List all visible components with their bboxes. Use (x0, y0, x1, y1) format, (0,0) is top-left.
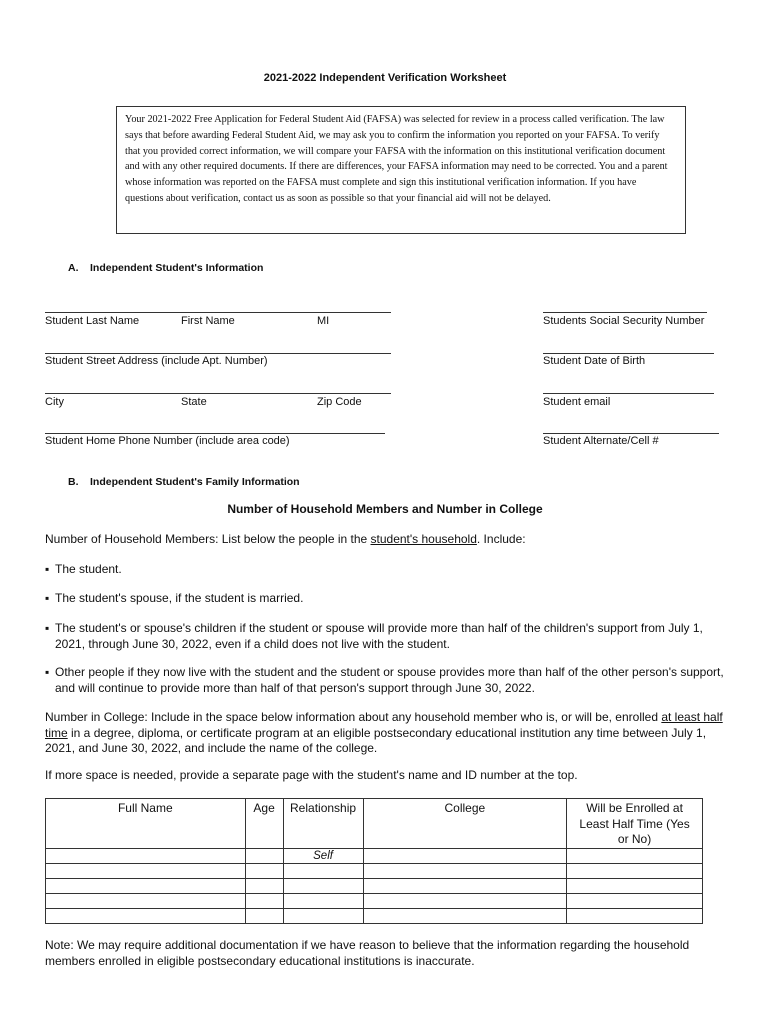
mi-label: MI (317, 315, 330, 327)
college-text: Number in College: Include in the space below information about any household member who is, or will be, enrolled (45, 710, 662, 724)
section-b-letter: B. (68, 476, 79, 488)
table-header-row (46, 799, 703, 849)
cell-college[interactable] (363, 908, 567, 923)
cell-name[interactable] (46, 848, 246, 863)
state-label: State (181, 396, 207, 408)
cell-college[interactable] (363, 878, 567, 893)
bullet-item (45, 591, 727, 607)
bullet-text: The student's spouse, if the student is married. (55, 591, 304, 605)
cell-name[interactable] (46, 893, 246, 908)
household-intro-end: . Include: (476, 532, 526, 546)
cell-age[interactable] (245, 893, 283, 908)
intro-box (116, 106, 686, 234)
cell-enrolled[interactable] (567, 863, 703, 878)
cell-enrolled[interactable] (567, 878, 703, 893)
bullet-icon: ▪ (45, 562, 50, 576)
section-b-title: Independent Student's Family Information (90, 476, 300, 488)
cell-relationship[interactable] (283, 908, 363, 923)
cell-name[interactable] (46, 908, 246, 923)
cell-name[interactable] (46, 878, 246, 893)
header-enrolled: Will be Enrolled at Least Half Time (Yes or No) (567, 799, 703, 849)
table-row (46, 848, 703, 863)
bullet-icon: ▪ (45, 665, 50, 679)
cell-age[interactable] (245, 908, 283, 923)
household-intro-text: Number of Household Members: List below the people in the (45, 532, 371, 546)
city-state-zip-line[interactable] (45, 393, 391, 394)
first-name-label: First Name (181, 315, 235, 327)
cell-age[interactable] (245, 878, 283, 893)
home-phone-label: Student Home Phone Number (include area code) (45, 435, 290, 447)
college-paragraph (45, 710, 725, 757)
table-row (46, 863, 703, 878)
household-table (45, 798, 703, 924)
bullet-text: The student. (55, 562, 122, 576)
cell-enrolled[interactable] (567, 908, 703, 923)
cell-name[interactable] (46, 863, 246, 878)
cell-relationship: Self (283, 848, 363, 863)
dob-label: Student Date of Birth (543, 355, 646, 367)
header-relationship: Relationship (283, 799, 363, 849)
bullet-item (45, 562, 727, 578)
cell-enrolled[interactable] (567, 893, 703, 908)
section-b-heading (68, 476, 300, 488)
email-line[interactable] (543, 393, 714, 394)
section-a-title: Independent Student's Information (90, 262, 264, 274)
address-line[interactable] (45, 353, 391, 354)
bullet-icon: ▪ (45, 621, 50, 635)
email-label: Student email (543, 396, 611, 408)
page-title: 2021-2022 Independent Verification Worksheet (263, 72, 507, 84)
household-intro (45, 532, 725, 548)
intro-text: Your 2021-2022 Free Application for Federal Student Aid (FAFSA) was selected for review in a process called verification. The law says that before awarding Federal Student Aid, we may ask you to confirm the information you reported on your FAFSA. To verify that you provided correct information, we will compare your FAFSA with the information on this institutional verification document and with any other required documents. If there are differences, your FAFSA information may need to be corrected. You and a parent whose information was reported on the FAFSA must complete and sign this institutional verification information. If you have questions about verification, contact us as soon as possible so that your financial aid will not be delayed. (125, 114, 668, 204)
bullet-icon: ▪ (45, 591, 50, 605)
address-label: Student Street Address (include Apt. Number) (45, 355, 268, 367)
cell-age[interactable] (245, 863, 283, 878)
zip-label: Zip Code (317, 396, 362, 408)
cell-age[interactable] (245, 848, 283, 863)
header-age: Age (245, 799, 283, 849)
bullet-text: The student's or spouse's children if the student or spouse will provide more than half of the children's support from July 1, 2021, through June 30, 2022, even if a child does not live with the student. (55, 621, 703, 651)
college-underlined: at least half time (45, 710, 723, 740)
cell-relationship[interactable] (283, 893, 363, 908)
section-a-heading (68, 262, 263, 274)
header-college: College (363, 799, 567, 849)
dob-line[interactable] (543, 353, 714, 354)
table-row (46, 878, 703, 893)
section-a-letter: A. (68, 262, 79, 274)
household-heading: Number of Household Members and Number in College (227, 502, 543, 516)
city-label: City (45, 396, 64, 408)
ssn-line[interactable] (543, 312, 707, 313)
ssn-label: Students Social Security Number (543, 315, 705, 327)
table-row (46, 908, 703, 923)
space-note: If more space is needed, provide a separate page with the student's name and ID number at the top. (45, 768, 578, 782)
household-intro-underlined: student's household (370, 532, 477, 546)
bullet-text: Other people if they now live with the student and the student or spouse provides more than half of the other person's support, and will continue to provide more than half of that person's support through June 30, 2022. (55, 665, 724, 695)
bullet-item (45, 665, 727, 697)
college-text-end: in a degree, diploma, or certificate program at an eligible postsecondary educational institution any time between July 1, 2021, and June 30, 2022, and include the name of the college. (45, 725, 707, 755)
cell-relationship[interactable] (283, 878, 363, 893)
bullet-item (45, 621, 727, 653)
home-phone-line[interactable] (45, 433, 385, 434)
cell-college[interactable] (363, 848, 567, 863)
footer-note: Note: We may require additional documentation if we have reason to believe that the information regarding the household members enrolled in eligible postsecondary educational institutions is inaccurate. (45, 938, 690, 968)
header-full-name: Full Name (46, 799, 246, 849)
last-name-label: Student Last Name (45, 315, 140, 327)
table-row (46, 893, 703, 908)
cell-college[interactable] (363, 893, 567, 908)
cell-college[interactable] (363, 863, 567, 878)
name-line[interactable] (45, 312, 391, 313)
cell-relationship[interactable] (283, 863, 363, 878)
cell-enrolled[interactable] (567, 848, 703, 863)
cell-label: Student Alternate/Cell # (543, 435, 659, 447)
cell-line[interactable] (543, 433, 719, 434)
